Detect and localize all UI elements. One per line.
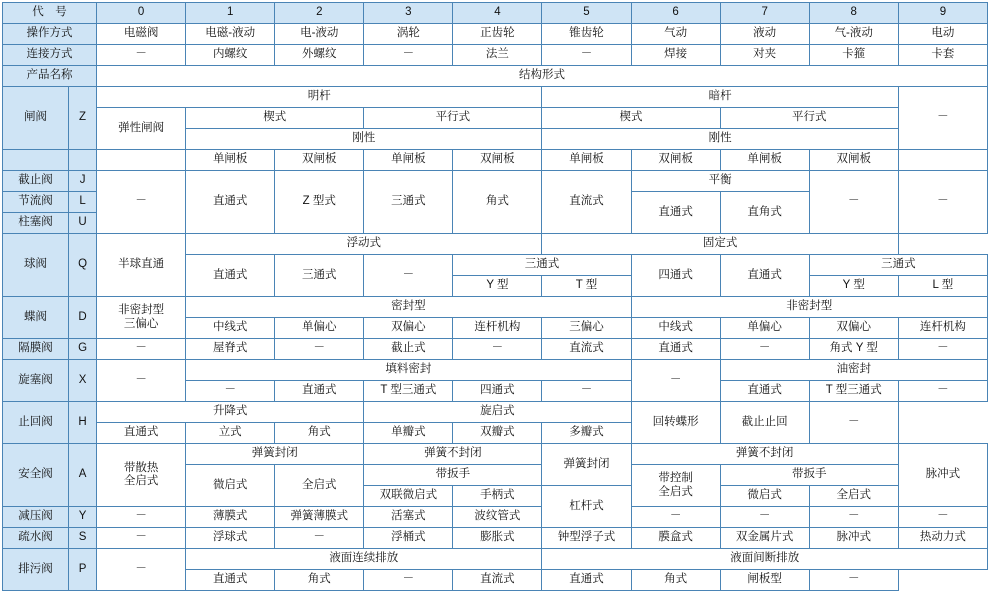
row-label-ball-valve: 球阀 <box>3 234 69 297</box>
cell-check-rotary-disc: 回转蝶形 <box>631 402 720 444</box>
cell-trap-1: 浮球式 <box>186 528 275 549</box>
cell-stop-straight: 直通式 <box>186 171 275 234</box>
column-8: 8 <box>809 3 898 24</box>
cell-diaphragm-4: － <box>453 339 542 360</box>
cell-check-swing-type: 旋启式 <box>364 402 631 423</box>
row-label-throttle-valve: 节流阀 <box>3 192 69 213</box>
row-label-butterfly-valve: 蝶阀 <box>3 297 69 339</box>
cell-ball-t-type: T 型 <box>542 276 631 297</box>
cell-ball-straight-2: 直通式 <box>720 255 809 297</box>
cell-butterfly-7: 单偏心 <box>720 318 809 339</box>
cell-plug-r2-3: T 型三通式 <box>364 381 453 402</box>
row-code-ball-valve: Q <box>69 234 97 297</box>
cell-diaphragm-6: 直通式 <box>631 339 720 360</box>
cell-check-2: 立式 <box>186 423 275 444</box>
cell-reducing-2: 弹簧薄膜式 <box>275 507 364 528</box>
column-2: 2 <box>275 3 364 24</box>
cell-ball-y-type-2: Y 型 <box>809 276 898 297</box>
cell-ball-dash: － <box>364 255 453 297</box>
row-gate-1 <box>3 87 988 108</box>
row-gate-2 <box>3 108 988 129</box>
cell-safety-handle-full-open: 全启式 <box>809 486 898 507</box>
cell-reducing-8: － <box>809 507 898 528</box>
cell-trap-5: 钟型浮子式 <box>542 528 631 549</box>
cell-reducing-7: － <box>720 507 809 528</box>
cell-butterfly-3: 双偏心 <box>364 318 453 339</box>
cell-ball-three-way-1: 三通式 <box>275 255 364 297</box>
cell-structure-form-header: 结构形式 <box>97 66 988 87</box>
row-code-stop-valve: J <box>69 171 97 192</box>
row-label-gate-valve-spacer <box>3 150 69 171</box>
cell-operation-8: 气-液动 <box>809 24 898 45</box>
cell-diaphragm-9: － <box>898 339 987 360</box>
row-code-blowdown-valve: P <box>69 549 97 591</box>
column-4: 4 <box>453 3 542 24</box>
row-label-check-valve: 止回阀 <box>3 402 69 444</box>
cell-gate-col9: － <box>898 87 987 150</box>
cell-reducing-1: 薄膜式 <box>186 507 275 528</box>
cell-stop-z-type: Z 型式 <box>275 171 364 234</box>
cell-operation-9: 电动 <box>898 24 987 45</box>
cell-safety-control-full-open <box>631 465 720 507</box>
cell-diaphragm-8: 角式 Y 型 <box>809 339 898 360</box>
cell-reducing-6: － <box>631 507 720 528</box>
cell-safety-pulse: 脉冲式 <box>898 444 987 507</box>
col-header-label: 代 号 <box>3 3 97 24</box>
cell-safety-handle-slight-open: 微启式 <box>720 486 809 507</box>
cell-butterfly-4: 连杆机构 <box>453 318 542 339</box>
cell-safety-control-line2: 全启式 <box>658 485 693 498</box>
cell-safety-lever-type: 杠杆式 <box>542 486 631 528</box>
cell-safety-spring-closed-2: 弹簧封闭 <box>542 444 631 486</box>
row-blowdown-1 <box>3 549 988 570</box>
cell-safety-col0-line1: 带散热 <box>123 461 159 474</box>
cell-operation-7: 液动 <box>720 24 809 45</box>
cell-operation-3: 涡轮 <box>364 24 453 45</box>
cell-diaphragm-7: － <box>720 339 809 360</box>
cell-butterfly-9: 连杆机构 <box>898 318 987 339</box>
cell-butterfly-col0 <box>97 297 186 339</box>
cell-blowdown-r2-4: 直流式 <box>453 570 542 591</box>
cell-reducing-9: － <box>898 507 987 528</box>
cell-butterfly-sealed: 密封型 <box>186 297 631 318</box>
row-label-product-name: 产品名称 <box>3 66 97 87</box>
cell-check-5: 双瓣式 <box>453 423 542 444</box>
cell-gate-wedge-2: 楔式 <box>542 108 720 129</box>
row-trap <box>3 528 988 549</box>
cell-trap-7: 双金属片式 <box>720 528 809 549</box>
cell-reducing-3: 活塞式 <box>364 507 453 528</box>
cell-reducing-0: － <box>97 507 186 528</box>
row-code-check-valve: H <box>69 402 97 444</box>
cell-ball-three-way-2: 三通式 <box>453 255 631 276</box>
cell-butterfly-col0-line2: 三偏心 <box>123 317 159 330</box>
column-0: 0 <box>97 3 186 24</box>
row-label-safety-valve: 安全阀 <box>3 444 69 507</box>
row-safety-1 <box>3 444 988 465</box>
cell-plug-r2-6: 直通式 <box>720 381 809 402</box>
cell-plug-r2-5: － <box>542 381 631 402</box>
row-code-gate-valve: Z <box>69 87 97 150</box>
cell-connection-3: － <box>364 45 453 66</box>
cell-gate-plate-4: 双闸板 <box>453 150 542 171</box>
row-product-name <box>3 66 988 87</box>
row-label-connection-mode: 连接方式 <box>3 45 97 66</box>
row-code-throttle-valve: L <box>69 192 97 213</box>
row-code-butterfly-valve: D <box>69 297 97 339</box>
cell-trap-8: 脉冲式 <box>809 528 898 549</box>
table-header-row <box>3 3 988 24</box>
cell-gate-col9-spacer <box>898 150 987 171</box>
cell-blowdown-r2-6: 角式 <box>631 570 720 591</box>
row-label-operation-mode: 操作方式 <box>3 24 97 45</box>
cell-plug-col6: － <box>631 360 720 402</box>
cell-ball-col0: 半球直通 <box>97 234 186 297</box>
cell-butterfly-col0-line1: 非密封型 <box>118 304 165 317</box>
cell-ball-floating: 浮动式 <box>186 234 542 255</box>
cell-ball-y-type-1: Y 型 <box>453 276 542 297</box>
cell-gate-plate-8: 双闸板 <box>809 150 898 171</box>
row-code-safety-valve: A <box>69 444 97 507</box>
row-reducing <box>3 507 988 528</box>
cell-safety-col0-line2: 全启式 <box>123 475 159 487</box>
cell-blowdown-r2-1: 直通式 <box>186 570 275 591</box>
cell-operation-0: 电磁阀 <box>97 24 186 45</box>
cell-gate-rigid-1: 刚性 <box>186 129 542 150</box>
cell-stop-balance: 平衡 <box>631 171 809 192</box>
cell-check-1: 直通式 <box>97 423 186 444</box>
cell-check-4: 单瓣式 <box>364 423 453 444</box>
cell-plug-r2-2: 直通式 <box>275 381 364 402</box>
cell-reducing-4: 波纹管式 <box>453 507 542 528</box>
cell-connection-8: 卡箍 <box>809 45 898 66</box>
column-6: 6 <box>631 3 720 24</box>
cell-safety-control-line1: 带控制 <box>658 472 693 485</box>
cell-ball-l-type: L 型 <box>898 276 987 297</box>
cell-plug-r2-1: － <box>186 381 275 402</box>
cell-gate-plate-1: 单闸板 <box>186 150 275 171</box>
cell-plug-r2-4: 四通式 <box>453 381 542 402</box>
cell-safety-lever-handle: 带扳手 <box>720 465 898 486</box>
cell-connection-2: 外螺纹 <box>275 45 364 66</box>
cell-stop-angle: 角式 <box>453 171 542 234</box>
cell-gate-plate-3: 单闸板 <box>364 150 453 171</box>
row-label-stop-valve: 截止阀 <box>3 171 69 192</box>
cell-gate-elastic: 弹性闸阀 <box>97 108 186 150</box>
cell-diaphragm-5: 直流式 <box>542 339 631 360</box>
cell-gate-minggan: 明杆 <box>97 87 542 108</box>
cell-safety-col0 <box>97 444 186 507</box>
row-label-gate-valve: 闸阀 <box>3 87 69 150</box>
cell-butterfly-5: 三偏心 <box>542 318 631 339</box>
cell-safety-spring-open-2: 弹簧不封闭 <box>631 444 898 465</box>
cell-blowdown-intermittent: 液面间断排放 <box>542 549 988 570</box>
cell-connection-1: 内螺纹 <box>186 45 275 66</box>
cell-gate-elastic-spacer <box>97 150 186 171</box>
cell-blowdown-col0: － <box>97 549 186 591</box>
row-label-steam-trap: 疏水阀 <box>3 528 69 549</box>
cell-blowdown-r2-8: － <box>809 570 898 591</box>
cell-blowdown-r2-2: 角式 <box>275 570 364 591</box>
cell-operation-5: 锥齿轮 <box>542 24 631 45</box>
row-code-plunger-valve: U <box>69 213 97 234</box>
cell-diaphragm-1: 屋脊式 <box>186 339 275 360</box>
cell-connection-6: 焊接 <box>631 45 720 66</box>
cell-diaphragm-3: 截止式 <box>364 339 453 360</box>
cell-ball-three-way-3: 三通式 <box>809 255 987 276</box>
row-label-blowdown-valve: 排污阀 <box>3 549 69 591</box>
cell-blowdown-continuous: 液面连续排放 <box>186 549 542 570</box>
cell-plug-r2-7: T 型三通式 <box>809 381 898 402</box>
cell-trap-0: － <box>97 528 186 549</box>
cell-ball-fixed: 固定式 <box>542 234 898 255</box>
column-9: 9 <box>898 3 987 24</box>
cell-check-6: 多瓣式 <box>542 423 631 444</box>
cell-gate-wedge-1: 楔式 <box>186 108 364 129</box>
cell-blowdown-r2-5: 直通式 <box>542 570 631 591</box>
cell-safety-spring-closed-1: 弹簧封闭 <box>186 444 364 465</box>
row-label-diaphragm-valve: 隔膜阀 <box>3 339 69 360</box>
cell-safety-with-lever: 带扳手 <box>364 465 542 486</box>
cell-ball-four-way: 四通式 <box>631 255 720 297</box>
cell-diaphragm-2: － <box>275 339 364 360</box>
cell-gate-rigid-2: 刚性 <box>542 129 898 150</box>
cell-butterfly-2: 单偏心 <box>275 318 364 339</box>
cell-stop-balance-right-angle: 直角式 <box>720 192 809 234</box>
cell-operation-1: 电磁-液动 <box>186 24 275 45</box>
column-5: 5 <box>542 3 631 24</box>
row-ball-1 <box>3 234 988 255</box>
cell-safety-slight-open: 微启式 <box>186 465 275 507</box>
cell-operation-6: 气动 <box>631 24 720 45</box>
cell-trap-2: － <box>275 528 364 549</box>
row-code-plug-valve: X <box>69 360 97 402</box>
row-label-plug-valve: 旋塞阀 <box>3 360 69 402</box>
cell-safety-spring-open-1: 弹簧不封闭 <box>364 444 542 465</box>
cell-trap-6: 膜盒式 <box>631 528 720 549</box>
cell-gate-anggan: 暗杆 <box>542 87 898 108</box>
column-7: 7 <box>720 3 809 24</box>
row-diaphragm <box>3 339 988 360</box>
cell-connection-7: 对夹 <box>720 45 809 66</box>
row-operation-mode <box>3 24 988 45</box>
cell-operation-2: 电-液动 <box>275 24 364 45</box>
cell-safety-full-open: 全启式 <box>275 465 364 507</box>
cell-stop-three-way: 三通式 <box>364 171 453 234</box>
cell-stop-col9: － <box>898 171 987 234</box>
cell-plug-r2-8: － <box>898 381 987 402</box>
cell-operation-4: 正齿轮 <box>453 24 542 45</box>
row-code-steam-trap: S <box>69 528 97 549</box>
cell-connection-5: － <box>542 45 631 66</box>
cell-blowdown-r2-7: 闸板型 <box>720 570 809 591</box>
column-3: 3 <box>364 3 453 24</box>
cell-butterfly-6: 中线式 <box>631 318 720 339</box>
cell-plug-packing-seal: 填料密封 <box>186 360 631 381</box>
cell-plug-oil-seal: 油密封 <box>720 360 987 381</box>
cell-gate-parallel-2: 平行式 <box>720 108 898 129</box>
cell-gate-plate-6: 双闸板 <box>631 150 720 171</box>
row-code-diaphragm-valve: G <box>69 339 97 360</box>
cell-stop-balance-straight: 直通式 <box>631 192 720 234</box>
row-stop-valve <box>3 171 988 192</box>
row-label-reducing-valve: 减压阀 <box>3 507 69 528</box>
cell-trap-9: 热动力式 <box>898 528 987 549</box>
row-butterfly-1 <box>3 297 988 318</box>
cell-blowdown-r2-3: － <box>364 570 453 591</box>
row-connection-mode <box>3 45 988 66</box>
cell-diaphragm-0: － <box>97 339 186 360</box>
cell-butterfly-1: 中线式 <box>186 318 275 339</box>
cell-butterfly-unsealed: 非密封型 <box>631 297 987 318</box>
cell-check-lift-type: 升降式 <box>97 402 364 423</box>
row-check-1 <box>3 402 988 423</box>
cell-plug-col0: － <box>97 360 186 402</box>
cell-stop-col8: － <box>809 171 898 234</box>
cell-stop-direct-flow: 直流式 <box>542 171 631 234</box>
column-1: 1 <box>186 3 275 24</box>
cell-butterfly-8: 双偏心 <box>809 318 898 339</box>
cell-check-col9: － <box>809 402 898 444</box>
cell-safety-handle-type: 手柄式 <box>453 486 542 507</box>
cell-ball-straight-1: 直通式 <box>186 255 275 297</box>
row-label-plunger-valve: 柱塞阀 <box>3 213 69 234</box>
cell-trap-4: 膨胀式 <box>453 528 542 549</box>
cell-gate-plate-5: 单闸板 <box>542 150 631 171</box>
cell-gate-parallel-1: 平行式 <box>364 108 542 129</box>
cell-trap-3: 浮桶式 <box>364 528 453 549</box>
cell-check-stop-check: 截止止回 <box>720 402 809 444</box>
cell-gate-plate-2: 双闸板 <box>275 150 364 171</box>
cell-stop-col0: － <box>97 171 186 234</box>
cell-connection-4: 法兰 <box>453 45 542 66</box>
row-gate-plates <box>3 150 988 171</box>
cell-check-3: 角式 <box>275 423 364 444</box>
row-plug-1 <box>3 360 988 381</box>
row-code-gate-valve-spacer <box>69 150 97 171</box>
row-code-reducing-valve: Y <box>69 507 97 528</box>
cell-connection-0: － <box>97 45 186 66</box>
cell-connection-9: 卡套 <box>898 45 987 66</box>
cell-safety-double-slight-open: 双联微启式 <box>364 486 453 507</box>
cell-gate-plate-7: 单闸板 <box>720 150 809 171</box>
valve-code-table <box>2 2 988 591</box>
